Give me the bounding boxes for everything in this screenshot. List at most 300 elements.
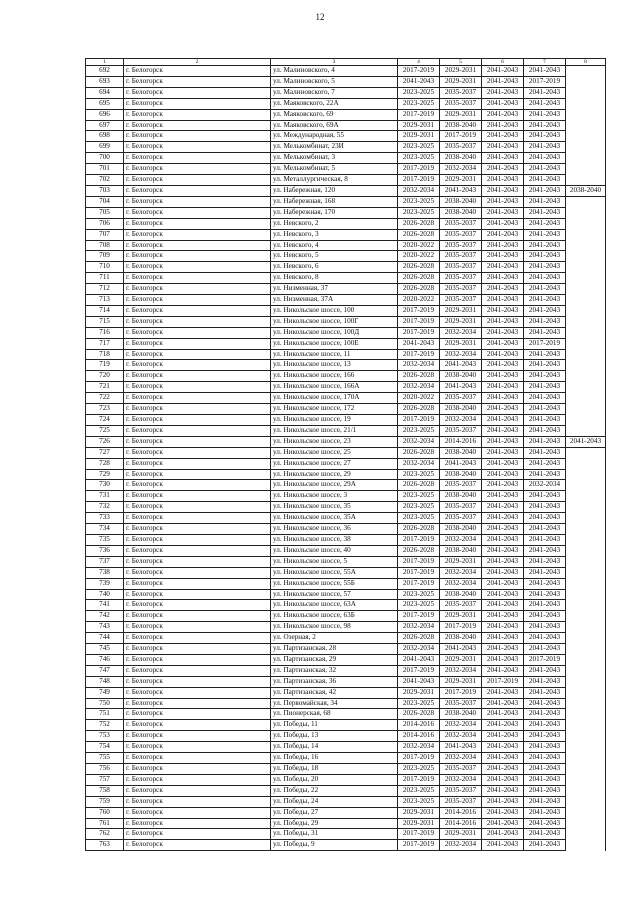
city-cell: г. Белогорск [124,785,271,796]
period-cell [566,513,606,524]
period-cell: 2041-2043 [482,98,524,109]
period-cell [566,87,606,98]
row-number: 732 [86,502,124,513]
period-cell: 2041-2043 [482,218,524,229]
address-cell: ул. Набережная, 170 [271,207,398,218]
period-cell: 2041-2043 [440,644,482,655]
table-row [86,66,606,77]
period-cell: 2017-2019 [398,578,440,589]
row-number: 719 [86,360,124,371]
period-cell: 2041-2043 [482,753,524,764]
row-number: 762 [86,829,124,840]
address-cell: ул. Победы, 18 [271,764,398,775]
period-cell: 2038-2040 [440,120,482,131]
period-cell: 2035-2037 [440,600,482,611]
period-cell: 2041-2043 [524,153,566,164]
row-number: 759 [86,796,124,807]
address-cell: ул. Победы, 31 [271,829,398,840]
period-cell: 2041-2043 [482,175,524,186]
period-cell [566,611,606,622]
period-cell: 2023-2025 [398,600,440,611]
row-number: 736 [86,545,124,556]
period-cell [566,109,606,120]
period-cell: 2032-2034 [440,840,482,851]
period-cell [566,589,606,600]
period-cell [566,764,606,775]
period-cell: 2038-2040 [566,185,606,196]
table-row [86,175,606,186]
table-row [86,633,606,644]
city-cell: г. Белогорск [124,676,271,687]
address-cell: ул. Малиновского, 4 [271,66,398,77]
period-cell: 2029-2031 [440,175,482,186]
period-cell: 2041-2043 [482,644,524,655]
period-cell: 2041-2043 [440,382,482,393]
table-row [86,556,606,567]
period-cell: 2017-2019 [482,676,524,687]
period-cell: 2041-2043 [482,305,524,316]
period-cell: 2041-2043 [482,600,524,611]
address-cell: ул. Никольское шоссе, 19 [271,415,398,426]
period-cell: 2041-2043 [524,764,566,775]
period-cell: 2041-2043 [524,622,566,633]
table-row [86,120,606,131]
period-cell: 2017-2019 [398,316,440,327]
city-cell: г. Белогорск [124,142,271,153]
period-cell: 2041-2043 [524,196,566,207]
city-cell: г. Белогорск [124,774,271,785]
row-number: 728 [86,458,124,469]
row-number: 727 [86,447,124,458]
period-cell: 2017-2019 [398,567,440,578]
period-cell: 2041-2043 [482,196,524,207]
city-cell: г. Белогорск [124,273,271,284]
period-cell: 2017-2019 [398,829,440,840]
period-cell [566,622,606,633]
period-cell: 2026-2028 [398,284,440,295]
city-cell: г. Белогорск [124,578,271,589]
period-cell: 2017-2019 [398,665,440,676]
period-cell: 2041-2043 [524,753,566,764]
period-cell: 2041-2043 [524,229,566,240]
period-cell [566,742,606,753]
period-cell: 2041-2043 [524,305,566,316]
period-cell: 2041-2043 [524,600,566,611]
period-cell: 2041-2043 [482,153,524,164]
city-cell: г. Белогорск [124,295,271,306]
period-cell [566,829,606,840]
period-cell [566,153,606,164]
row-number: 726 [86,436,124,447]
period-cell: 2029-2031 [440,66,482,77]
period-cell: 2041-2043 [482,589,524,600]
period-cell: 2041-2043 [482,709,524,720]
period-cell: 2041-2043 [482,142,524,153]
period-cell: 2041-2043 [440,742,482,753]
city-cell: г. Белогорск [124,545,271,556]
row-number: 705 [86,207,124,218]
period-cell: 2041-2043 [440,185,482,196]
period-cell: 2041-2043 [482,665,524,676]
table-row [86,185,606,196]
period-cell: 2026-2028 [398,524,440,535]
period-cell: 2041-2043 [524,295,566,306]
period-cell [566,120,606,131]
period-cell: 2032-2034 [398,742,440,753]
period-cell: 2041-2043 [482,229,524,240]
address-cell: ул. Никольское шоссе, 5 [271,556,398,567]
table-row [86,676,606,687]
period-cell: 2041-2043 [524,698,566,709]
period-cell: 2026-2028 [398,633,440,644]
period-cell: 2041-2043 [482,731,524,742]
address-cell: ул. Победы, 20 [271,774,398,785]
period-cell: 2017-2019 [440,687,482,698]
period-cell [566,785,606,796]
period-cell: 2041-2043 [524,404,566,415]
row-number: 750 [86,698,124,709]
period-cell: 2041-2043 [482,742,524,753]
city-cell: г. Белогорск [124,622,271,633]
table-row [86,502,606,513]
city-cell: г. Белогорск [124,360,271,371]
address-cell: ул. Мелькомбинат, 5 [271,164,398,175]
period-cell: 2041-2043 [524,415,566,426]
period-cell: 2032-2034 [440,753,482,764]
table-row [86,196,606,207]
period-cell [566,76,606,87]
address-cell: ул. Никольское шоссе, 55А [271,567,398,578]
table-row [86,447,606,458]
row-number: 722 [86,393,124,404]
period-cell [566,240,606,251]
address-cell: ул. Никольское шоссе, 100 [271,305,398,316]
table-row [86,131,606,142]
address-cell: ул. Металлургическая, 8 [271,175,398,186]
period-cell: 2041-2043 [482,502,524,513]
period-cell: 2038-2040 [440,545,482,556]
address-cell: ул. Низменная, 37А [271,295,398,306]
address-cell: ул. Победы, 14 [271,742,398,753]
period-cell: 2023-2025 [398,764,440,775]
period-cell [566,207,606,218]
address-cell: ул. Никольское шоссе, 172 [271,404,398,415]
period-cell: 2026-2028 [398,545,440,556]
period-cell: 2017-2019 [398,164,440,175]
row-number: 698 [86,131,124,142]
period-cell [566,273,606,284]
period-cell: 2038-2040 [440,709,482,720]
row-number: 692 [86,66,124,77]
address-cell: ул. Никольское шоссе, 38 [271,534,398,545]
row-number: 742 [86,611,124,622]
period-cell: 2041-2043 [524,807,566,818]
period-cell [566,98,606,109]
table-row [86,295,606,306]
period-cell: 2041-2043 [482,556,524,567]
period-cell [566,447,606,458]
period-cell: 2041-2043 [482,327,524,338]
period-cell: 2035-2037 [440,785,482,796]
table-row [86,611,606,622]
city-cell: г. Белогорск [124,654,271,665]
address-cell: ул. Никольское шоссе, 35А [271,513,398,524]
period-cell: 2017-2019 [398,349,440,360]
period-cell: 2041-2043 [482,425,524,436]
period-cell: 2017-2019 [398,66,440,77]
period-cell [566,425,606,436]
period-cell: 2029-2031 [398,120,440,131]
table-row [86,207,606,218]
period-cell: 2041-2043 [524,545,566,556]
period-cell: 2020-2022 [398,295,440,306]
row-number: 757 [86,774,124,785]
period-cell: 2038-2040 [440,469,482,480]
column-number: 2 [124,59,271,66]
period-cell: 2038-2040 [440,491,482,502]
period-cell: 2032-2034 [398,458,440,469]
address-cell: ул. Никольское шоссе, 100Г [271,316,398,327]
period-cell: 2035-2037 [440,764,482,775]
table-row [86,720,606,731]
row-number: 730 [86,480,124,491]
period-cell: 2041-2043 [524,818,566,829]
period-cell: 2017-2019 [398,327,440,338]
period-cell: 2041-2043 [398,654,440,665]
period-cell: 2035-2037 [440,87,482,98]
period-cell: 2041-2043 [482,164,524,175]
city-cell: г. Белогорск [124,534,271,545]
table-row [86,469,606,480]
period-cell [566,567,606,578]
table-row [86,327,606,338]
table-row [86,87,606,98]
period-cell: 2026-2028 [398,404,440,415]
period-cell: 2041-2043 [524,687,566,698]
period-cell: 2020-2022 [398,393,440,404]
table-row [86,578,606,589]
period-cell: 2041-2043 [524,742,566,753]
period-cell [566,774,606,785]
city-cell: г. Белогорск [124,665,271,676]
column-number: 6 [482,59,524,66]
address-cell: ул. Никольское шоссе, 21/1 [271,425,398,436]
city-cell: г. Белогорск [124,153,271,164]
schedule-table-container [85,58,605,851]
city-cell: г. Белогорск [124,633,271,644]
period-cell: 2041-2043 [524,796,566,807]
row-number: 701 [86,164,124,175]
period-cell: 2035-2037 [440,218,482,229]
period-cell: 2017-2019 [398,175,440,186]
address-cell: ул. Победы, 29 [271,818,398,829]
period-cell [566,676,606,687]
column-number: 1 [86,59,124,66]
row-number: 739 [86,578,124,589]
city-cell: г. Белогорск [124,185,271,196]
period-cell: 2014-2016 [440,807,482,818]
table-row [86,480,606,491]
period-cell: 2041-2043 [482,66,524,77]
table-row [86,600,606,611]
row-number: 740 [86,589,124,600]
period-cell: 2041-2043 [482,567,524,578]
address-cell: ул. Мелькомбинат, 23И [271,142,398,153]
city-cell: г. Белогорск [124,175,271,186]
period-cell: 2017-2019 [440,622,482,633]
city-cell: г. Белогорск [124,338,271,349]
period-cell [566,338,606,349]
period-cell: 2041-2043 [482,513,524,524]
period-cell [566,633,606,644]
period-cell: 2026-2028 [398,262,440,273]
column-number: 3 [271,59,398,66]
period-cell: 2023-2025 [398,425,440,436]
city-cell: г. Белогорск [124,720,271,731]
address-cell: ул. Никольское шоссе, 100Д [271,327,398,338]
city-cell: г. Белогорск [124,382,271,393]
table-row [86,840,606,851]
city-cell: г. Белогорск [124,753,271,764]
period-cell: 2041-2043 [482,447,524,458]
period-cell [566,796,606,807]
period-cell: 2041-2043 [524,578,566,589]
city-cell: г. Белогорск [124,480,271,491]
period-cell: 2032-2034 [440,720,482,731]
period-cell: 2035-2037 [440,502,482,513]
city-cell: г. Белогорск [124,589,271,600]
period-cell: 2041-2043 [524,567,566,578]
row-number: 741 [86,600,124,611]
city-cell: г. Белогорск [124,818,271,829]
period-cell [566,480,606,491]
period-cell: 2041-2043 [524,240,566,251]
period-cell: 2029-2031 [440,829,482,840]
period-cell: 2023-2025 [398,698,440,709]
row-number: 713 [86,295,124,306]
city-cell: г. Белогорск [124,262,271,273]
period-cell: 2014-2016 [398,720,440,731]
period-cell: 2041-2043 [524,262,566,273]
period-cell [566,196,606,207]
period-cell: 2041-2043 [398,76,440,87]
period-cell: 2041-2043 [482,207,524,218]
period-cell: 2017-2019 [398,611,440,622]
city-cell: г. Белогорск [124,120,271,131]
period-cell: 2041-2043 [482,185,524,196]
row-number: 738 [86,567,124,578]
page-number: 12 [315,12,325,22]
row-number: 724 [86,415,124,426]
period-cell [566,534,606,545]
address-cell: ул. Никольское шоссе, 170А [271,393,398,404]
period-cell [566,371,606,382]
row-number: 699 [86,142,124,153]
period-cell: 2041-2043 [482,131,524,142]
period-cell [566,491,606,502]
row-number: 733 [86,513,124,524]
period-cell: 2017-2019 [524,338,566,349]
period-cell: 2038-2040 [440,196,482,207]
period-cell: 2041-2043 [524,676,566,687]
period-cell: 2041-2043 [482,491,524,502]
period-cell: 2041-2043 [482,545,524,556]
table-row [86,109,606,120]
city-cell: г. Белогорск [124,447,271,458]
period-cell: 2041-2043 [482,818,524,829]
period-cell: 2041-2043 [524,327,566,338]
period-cell: 2026-2028 [398,273,440,284]
period-cell: 2026-2028 [398,218,440,229]
period-cell: 2041-2043 [482,785,524,796]
period-cell: 2023-2025 [398,98,440,109]
period-cell: 2032-2034 [440,567,482,578]
period-cell: 2038-2040 [440,447,482,458]
row-number: 756 [86,764,124,775]
period-cell: 2038-2040 [440,524,482,535]
period-cell: 2032-2034 [398,360,440,371]
period-cell: 2041-2043 [524,469,566,480]
period-cell: 2041-2043 [482,262,524,273]
period-cell: 2041-2043 [482,622,524,633]
period-cell: 2023-2025 [398,196,440,207]
address-cell: ул. Никольское шоссе, 23 [271,436,398,447]
period-cell: 2035-2037 [440,513,482,524]
address-cell: ул. Международная, 55 [271,131,398,142]
row-number: 731 [86,491,124,502]
period-cell: 2020-2022 [398,240,440,251]
period-cell: 2041-2043 [482,87,524,98]
period-cell: 2017-2019 [398,534,440,545]
address-cell: ул. Никольское шоссе, 35 [271,502,398,513]
period-cell: 2038-2040 [440,153,482,164]
table-row [86,589,606,600]
address-cell: ул. Никольское шоссе, 25 [271,447,398,458]
row-number: 746 [86,654,124,665]
period-cell: 2041-2043 [524,633,566,644]
period-cell: 2041-2043 [524,284,566,295]
period-cell: 2035-2037 [440,480,482,491]
period-cell [566,142,606,153]
period-cell: 2035-2037 [440,229,482,240]
period-cell: 2038-2040 [440,371,482,382]
period-cell: 2023-2025 [398,502,440,513]
period-cell: 2041-2043 [482,393,524,404]
period-cell: 2041-2043 [482,469,524,480]
address-cell: ул. Невского, 5 [271,251,398,262]
row-number: 747 [86,665,124,676]
city-cell: г. Белогорск [124,567,271,578]
period-cell [566,295,606,306]
period-cell: 2032-2034 [398,382,440,393]
city-cell: г. Белогорск [124,87,271,98]
period-cell: 2017-2019 [398,556,440,567]
period-cell [566,218,606,229]
column-number: 4 [398,59,440,66]
period-cell [566,404,606,415]
row-number: 718 [86,349,124,360]
period-cell: 2041-2043 [482,611,524,622]
address-cell: ул. Маяковского, 22А [271,98,398,109]
period-cell: 2041-2043 [524,556,566,567]
period-cell: 2032-2034 [398,436,440,447]
period-cell: 2032-2034 [440,415,482,426]
period-cell: 2041-2043 [524,251,566,262]
period-cell: 2017-2019 [524,654,566,665]
row-number: 725 [86,425,124,436]
city-cell: г. Белогорск [124,491,271,502]
city-cell: г. Белогорск [124,611,271,622]
